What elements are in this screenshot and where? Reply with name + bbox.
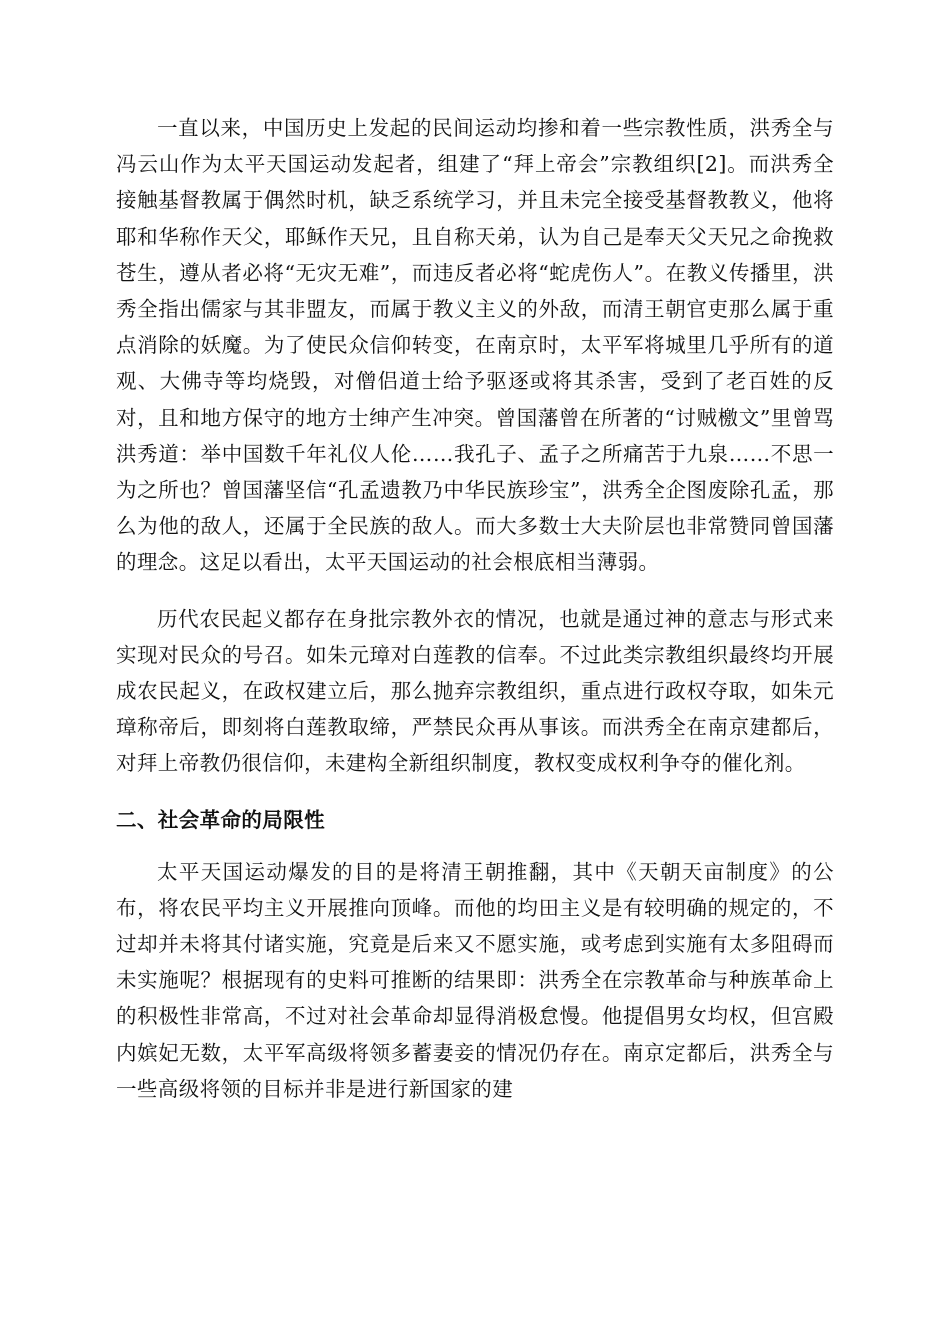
paragraph-peasant-uprisings: 历代农民起义都存在身批宗教外衣的情况，也就是通过神的意志与形式来实现对民众的号召。如朱元璋对白莲教的信奉。不过此类宗教组织最终均开展成农民起义，在政权建立后，那么抛弃宗教组织，重点进行政权夺取，如朱元璋称帝后，即刻将白莲教取缔，严禁民众再从事该。而洪秀全在南京建都后，对拜上帝教仍很信仰，未建构全新组织制度，教权变成权利争夺的催化剂。 bbox=[116, 606, 834, 776]
paragraph-religion: 一直以来，中国历史上发起的民间运动均掺和着一些宗教性质，洪秀全与冯云山作为太平天国运动发起者，组建了“拜上帝会”宗教组织[2]。而洪秀全接触基督教属于偶然时机，缺乏系统学习，并且未完全接受基督教教义，他将耶和华称作天父，耶稣作天兄，且自称天弟，认为自己是奉天父天兄之命挽救苍生，遵从者必将“无灾无难”，而违反者必将“蛇虎伤人”。在教义传播里，洪秀全指出儒家与其非盟友，而属于教义主义的外敌，而清王朝官吏那么属于重点消除的妖魔。为了使民众信仰转变，在南京时，太平军将城里几乎所有的道观、大佛寺等均烧毁，对僧侣道士给予驱逐或将其杀害，受到了老百姓的反对，且和地方保守的地方士绅产生冲突。曾国藩曾在所著的“讨贼檄文”里曾骂洪秀道：举中国数千年礼仪人伦……我孔子、孟子之所痛苦于九泉……不思一为之所也？曾国藩坚信“孔孟遗教乃中华民族珍宝”，洪秀全企图废除孔孟，那么为他的敌人，还属于全民族的敌人。而大多数士大夫阶层也非常赞同曾国藩的理念。这足以看出，太平天国运动的社会根底相当薄弱。 bbox=[116, 116, 834, 575]
paragraph-social-revolution: 太平天国运动爆发的目的是将清王朝推翻，其中《天朝天亩制度》的公布，将农民平均主义开展推向顶峰。而他的均田主义是有较明确的规定的，不过却并未将其付诸实施，究竟是后来又不愿实施，或考虑到实施有太多阻碍而未实施呢？根据现有的史料可推断的结果即：洪秀全在宗教革命与种族革命上的积极性非常高，不过对社会革命却显得消极怠慢。他提倡男女均权，但宫殿内嫔妃无数，太平军高级将领多蓄妻妾的情况仍存在。南京定都后，洪秀全与一些高级将领的目标并非是进行新国家的建 bbox=[116, 859, 834, 1101]
section-heading: 二、社会革命的局限性 bbox=[116, 807, 325, 832]
document-page bbox=[116, 110, 834, 1127]
